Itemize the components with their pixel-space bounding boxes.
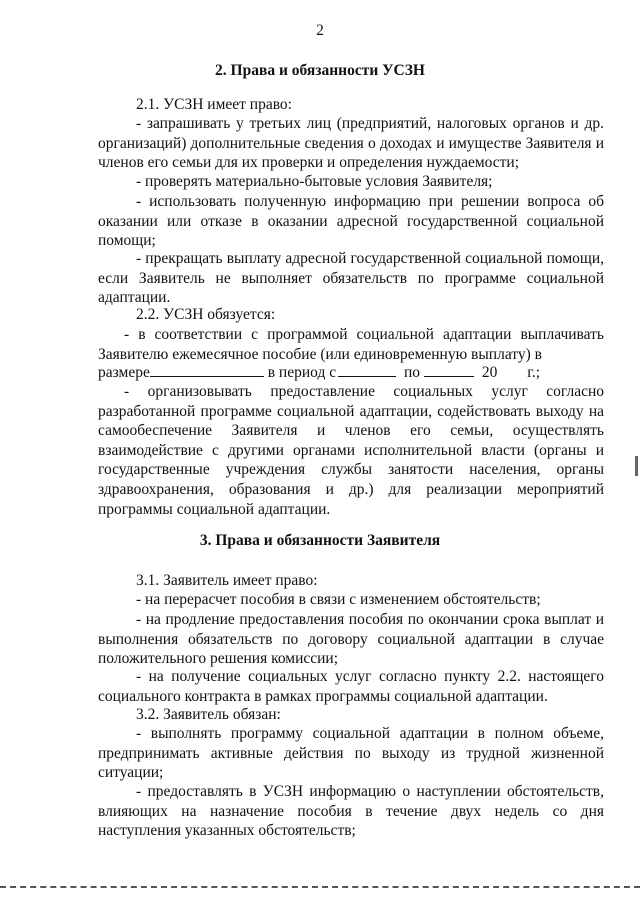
payment-period-line — [98, 363, 604, 383]
scan-bottom-edge — [0, 886, 640, 888]
clause-3-1-item-extend: - на продление предоставления пособия по окончании срока выплат и выполнения обязательств по договору социальной адаптации в случае положительного решения комиссии; — [98, 611, 604, 668]
clause-3-2-item-fulfil: - выполнять программу социальной адаптации в полном объеме, предпринимать активные действия по выходу из трудной жизненной ситуации; — [98, 725, 604, 782]
period-to-label: по — [403, 364, 421, 381]
scan-edge-mark — [635, 456, 638, 476]
page-number: 2 — [316, 22, 324, 39]
period-from-label: в период с — [267, 364, 337, 381]
clause-3-1-item-recalc: - на перерасчет пособия в связи с изменением обстоятельств; — [136, 591, 541, 608]
period-to-blank — [424, 364, 474, 377]
section-2-heading: 2. Права и обязанности УСЗН — [215, 62, 425, 79]
clause-2-2-item-services: - организовывать предоставление социальных услуг согласно разработанной программе социальной адаптации, содействовать выходу на самообеспечение Заявителя и членов его семьи, осуществлять взаимодействие с другими органами исполнительной власти (органы и государственные учреждения службы занятости населения, органы здравоохранения, образования и др.) для реализации мероприятий программы социальной адаптации. — [98, 383, 604, 518]
clause-3-1-title: 3.1. Заявитель имеет право: — [136, 572, 318, 589]
amount-label: размере — [98, 364, 150, 381]
period-from-blank — [338, 364, 396, 377]
clause-2-1-item-stop-payment: - прекращать выплату адресной государственной социальной помощи, если Заявитель не выполняет обязательств по программе социальной адаптации. — [98, 250, 604, 307]
clause-3-2-title: 3.2. Заявитель обязан: — [136, 706, 281, 723]
year-prefix: 20 — [481, 364, 498, 381]
section-3-heading: 3. Права и обязанности Заявителя — [199, 532, 441, 549]
clause-3-2-item-inform: - предоставлять в УСЗН информацию о наступлении обстоятельств, влияющих на назначение пособия в течение двух недель со дня наступления указанных обстоятельств; — [98, 783, 604, 840]
clause-2-2-item-pay: - в соответствии с программой социальной адаптации выплачивать Заявителю ежемесячное пособие (или единовременную выплату) в — [98, 326, 604, 363]
clause-2-2-title: 2.2. УСЗН обязуется: — [136, 306, 276, 323]
clause-2-1-item-check: - проверять материально-бытовые условия Заявителя; — [136, 173, 493, 190]
clause-3-1-item-services: - на получение социальных услуг согласно пункту 2.2. настоящего социального контракта в рамках программы социальной адаптации. — [98, 668, 604, 705]
amount-blank — [150, 364, 264, 377]
year-suffix: г.; — [527, 364, 541, 381]
clause-2-1-item-request: - запрашивать у третьих лиц (предприятий, налоговых органов и др. организаций) дополнительные сведения о доходах и имуществе Заявителя и членов его семьи для их проверки и определения нуждаемости; — [98, 115, 604, 172]
clause-2-1-item-use-info: - использовать полученную информацию при решении вопроса об оказании или отказе в оказании адресной государственной социальной помощи; — [98, 193, 604, 250]
clause-2-1-title: 2.1. УСЗН имеет право: — [136, 96, 292, 113]
